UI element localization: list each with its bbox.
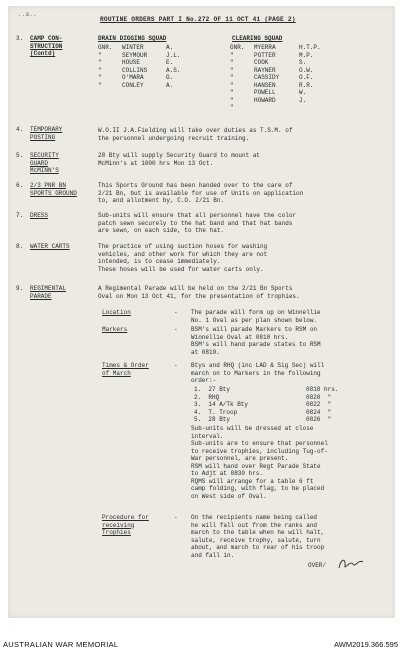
drain-squad-ranks: GNR. " " " " " bbox=[98, 44, 113, 89]
times-dash: - bbox=[174, 362, 178, 369]
footer-accession-number: AWM2019.366.595 bbox=[334, 640, 398, 649]
clearing-squad-ranks: GNR. " " " " " " " " bbox=[230, 44, 245, 111]
location-heading: Location bbox=[102, 309, 131, 316]
section-7-heading: DRESS bbox=[30, 212, 49, 219]
march-order-units: 1. 27 Bty 2. RHQ 3. 14 A/Tk Bty 4. T. Troop 5. 28 Bty bbox=[194, 386, 249, 423]
section-5-heading: SECURITY GUARD McMINN'S bbox=[30, 152, 59, 174]
section-6-heading: 2/3 PNR BN SPORTS GROUND bbox=[30, 182, 77, 197]
section-6-number: 6. bbox=[16, 182, 24, 189]
location-text: The parade will form up on Winnellie No. 1 Oval as per plan shown below. bbox=[191, 309, 321, 324]
clearing-squad-title: CLEARING SQUAD bbox=[232, 35, 283, 42]
section-9-intro: A Regimental Parade will be held on the 2/21 Bn Sports Oval on Mon 13 Oct 41, for the presentation of trophies. bbox=[98, 285, 300, 300]
section-3-number: 3. bbox=[16, 35, 24, 42]
section-7-number: 7. bbox=[16, 212, 24, 219]
clearing-squad-names: MYERRA POTTER COOK RAYNER CASSIDY HANSEN POWELL HOWARD bbox=[254, 44, 280, 104]
markers-heading: Markers bbox=[102, 326, 128, 333]
section-4-heading: TEMPORARY POSTING bbox=[30, 126, 63, 141]
section-7-text: Sub-units will ensure that all personnel have the color patch sewn securely to the hat band and that hat bands are sewn, on each side, to the hat. bbox=[98, 212, 297, 234]
times-heading: Times & Order of March bbox=[102, 362, 149, 377]
markers-dash: - bbox=[174, 326, 178, 333]
drain-squad-initials: A. J.L. E. A.S. G. A. bbox=[166, 44, 181, 89]
section-8-number: 8. bbox=[16, 243, 24, 250]
over-label: OVER/ bbox=[308, 562, 327, 569]
procedure-dash: - bbox=[174, 514, 178, 521]
drain-squad-names: WINTER SEYMOUR HOUSE COLLINS O'MARA CONLEY bbox=[122, 44, 148, 89]
section-9-number: 9. bbox=[16, 285, 24, 292]
handwritten-initials-mark bbox=[336, 556, 366, 572]
corner-mark: ..3.. bbox=[18, 11, 38, 18]
section-6-text: This Sports Ground has been handed over to the care of 2/21 Bn, but is available for use of Units on application to, and allotment by, C.O. 2/21 Bn. bbox=[98, 182, 304, 204]
section-8-text: The practice of using suction hoses for washing vehicles, and other work for which they are not intended, is to cease immediately. These hoses will be used for water carts only. bbox=[98, 243, 268, 273]
times-further-text: Sub-units will be dressed at close interval. Sub-units are to ensure that personnel to receive trophies, including Tug-of- War personnel, are present. RSM will hand over Regt Parade State to Adjt at 0830 hrs. RQMS will arrange for a table 6 ft camp folding, with flag, to be placed on West side of Oval. bbox=[191, 425, 328, 500]
section-3-heading: CAMP CON- STRUCTION (Contd) bbox=[30, 35, 63, 57]
footer-institution: AUSTRALIAN WAR MEMORIAL bbox=[3, 640, 119, 649]
section-4-number: 4. bbox=[16, 126, 24, 133]
document-title: ROUTINE ORDERS PART I No.272 OF 11 OCT 41 (PAGE 2) bbox=[100, 16, 296, 23]
section-9-heading: REGIMENTAL PARADE bbox=[30, 285, 67, 300]
section-5-text: 28 Bty will supply Security Guard to mount at McMinn's at 1000 hrs Mon 13 Oct. bbox=[98, 152, 261, 167]
times-text: Btys and RHQ (inc LAD & Sig Sec) will march on to Markers in the following order:- bbox=[191, 362, 325, 384]
section-4-text: W.O.II J.A.Fielding will take over duties as T.S.M. of the personnel undergoing recruit training. bbox=[98, 127, 293, 142]
section-8-heading: WATER CARTS bbox=[30, 243, 70, 250]
section-5-number: 5. bbox=[16, 152, 24, 159]
procedure-heading: Procedure for receiving Trophies bbox=[102, 514, 149, 536]
location-dash: - bbox=[174, 309, 178, 316]
document-page bbox=[8, 6, 395, 618]
procedure-text: On the recipients name being called he will fall out from the ranks and march to the table when he will halt, salute, receive trophy, salute, turn about, and march to rear of his troop and fall in. bbox=[191, 514, 325, 559]
clearing-squad-initials: H.T.P. M.P. S. O.W. O.F. R.R. W. J. bbox=[299, 44, 321, 104]
markers-text: BSM's will parade Markers to RSM on Winnellie Oval at 0810 hrs. BSM's will hand parade states to RSM at 0810. bbox=[191, 326, 321, 356]
march-order-times: 0818 hrs. 0820 " 0822 " 0824 " 0826 " bbox=[306, 386, 339, 423]
drain-squad-title: DRAIN DIGGING SQUAD bbox=[98, 35, 167, 42]
